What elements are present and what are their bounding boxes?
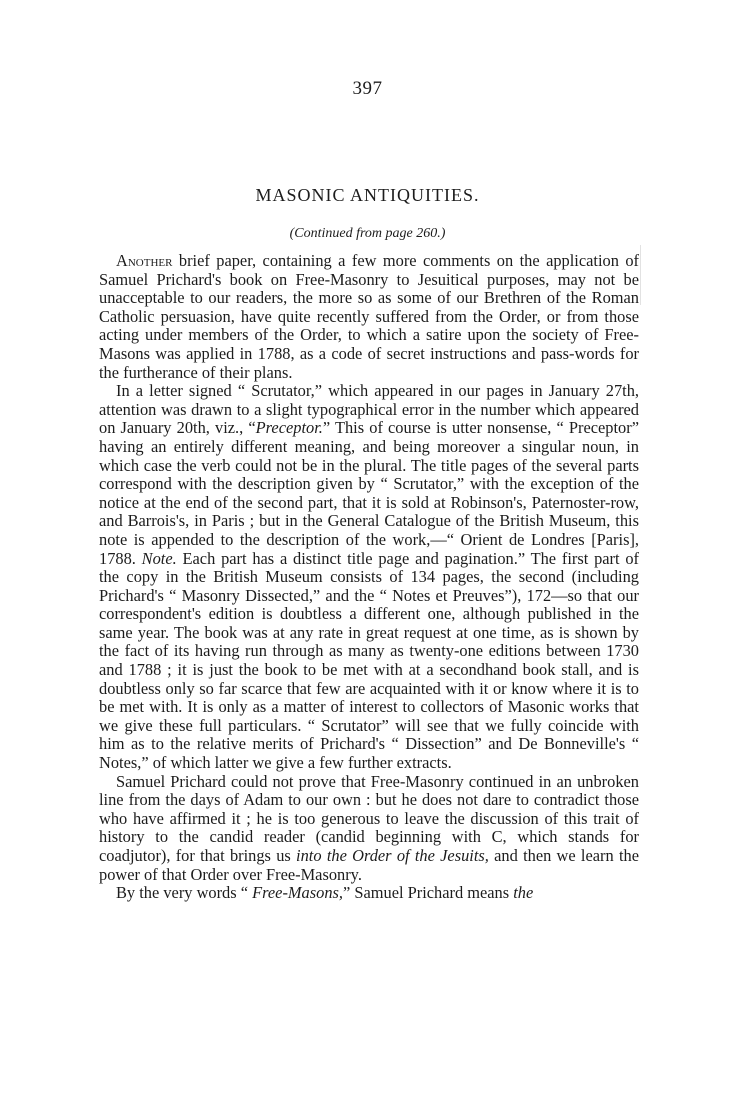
paragraph-2 <box>99 382 639 772</box>
italic-term: Preceptor. <box>255 418 323 438</box>
italic-term: Free-Masons, <box>252 883 343 903</box>
italic-term: the <box>513 883 534 903</box>
paragraph-3 <box>99 773 639 885</box>
continued-note: (Continued from page 260.) <box>289 226 446 241</box>
paragraph-1 <box>99 252 639 382</box>
italic-term: into the Order of the Jesuits, <box>296 846 489 865</box>
article-body <box>99 252 639 903</box>
paragraph-text: brief paper, containing a few more comments on the application of Samuel Prichard's book on Free-Masonry to Jesuitical purposes, may not be unacceptable to our readers, the more so as some of our Brethren of the Roman Catholic persuasion, have quite recently suffered from the Order, or from those acting under members of the Order, to which a satire upon the society of Free-Masons was applied in 1788, as a code of secret instructions and pass-words for the furtherance of their plans. <box>99 251 639 382</box>
page-number: 397 <box>352 78 383 99</box>
drop-word: Another <box>116 251 173 270</box>
paragraph-text: and then we learn the power of that Order over Free-Masonry. <box>99 846 639 884</box>
paragraph-text: ” Samuel Prichard means <box>343 883 514 903</box>
article-title: MASONIC ANTIQUITIES. <box>255 185 480 205</box>
paragraph-4 <box>99 884 639 903</box>
scan-margin-mark <box>640 245 649 305</box>
italic-term: Note. <box>141 548 177 568</box>
paragraph-text: By the very words “ <box>116 883 253 903</box>
paragraph-text: Samuel Prichard could not prove that Free-Masonry continued in an unbroken line from the days of Adam to our own : but he does not dare to contradict those who have affirmed it ; he is too generous to leave the discussion of this trait of history to the candid reader (candid beginning with C, which stands for coadjutor), for that brings us <box>99 771 639 865</box>
paragraph-text: In a letter signed “ Scrutator,” which appeared in our pages in January 27th, attention was drawn to a slight typographical error in the number which appeared on January 20th, viz., “ <box>99 381 639 438</box>
paragraph-text: ” This of course is utter nonsense, “ Preceptor” having an entirely different meaning, and being moreover a singular noun, in which case the verb could not be in the plural. The title pages of the several parts correspond with the description given by “ Scrutator,” with the exception of the notice at the end of the second part, that it is sold at Robinson's, Paternoster-row, and Barrois's, in Paris ; but in the General Catalogue of the British Museum, this note is appended to the description of the work,—“ Orient de Londres [Paris], 1788. <box>99 418 639 568</box>
paragraph-text: Each part has a distinct title page and pagination.” The first part of the copy in the British Museum consists of 134 pages, the second (including Prichard's “ Masonry Dissected,” and the “ Notes et Preuves”), 172—so that our correspondent's edition is doubtless a different one, although published in the same year. The book was at any rate in great request at one time, as is shown by the fact of its having run through as many as twenty-one editions between 1730 and 1788 ; it is just the book to be met with at a secondhand book stall, and is doubtless only so far scarce that few are acquainted with it or know where it is to be met with. It is only as a matter of interest to collectors of Masonic works that we give these full particulars. “ Scrutator” will see that we fully coincide with him as to the relative merits of Prichard's “ Dissection” and De Bonneville's “ Notes,” of which latter we give a few further extracts. <box>99 548 639 773</box>
